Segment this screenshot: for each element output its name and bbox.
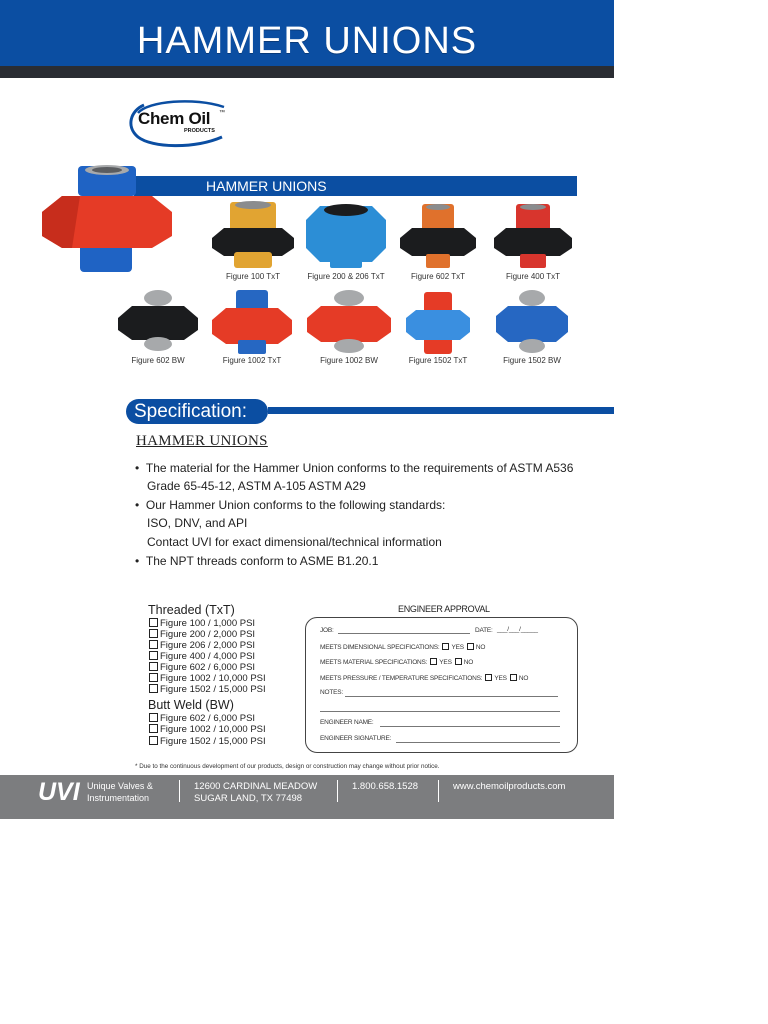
spec-bullet: • Our Hammer Union conforms to the following standards: bbox=[135, 498, 446, 512]
checkbox-no[interactable] bbox=[455, 658, 462, 665]
product-figure-400-txt bbox=[492, 202, 574, 272]
checkbox[interactable] bbox=[149, 651, 158, 660]
figure-label: Figure 200 & 206 TxT bbox=[307, 272, 385, 281]
footer-divider bbox=[179, 780, 180, 802]
checkbox[interactable] bbox=[149, 618, 158, 627]
checkbox-yes[interactable] bbox=[430, 658, 437, 665]
footer-divider bbox=[438, 780, 439, 802]
job-label: JOB: bbox=[320, 627, 334, 634]
engineer-name-label: ENGINEER NAME: bbox=[320, 719, 374, 726]
product-figure-1002-txt bbox=[210, 288, 294, 356]
checkbox[interactable] bbox=[149, 629, 158, 638]
checkbox[interactable] bbox=[149, 736, 158, 745]
pressure-spec-row: MEETS PRESSURE / TEMPERATURE SPECIFICATIONS: YES NO bbox=[320, 675, 529, 682]
product-section-title: HAMMER UNIONS bbox=[206, 178, 327, 194]
spec-bullet-continued: Grade 65-45-12, ASTM A-105 ASTM A29 bbox=[147, 479, 366, 493]
notes-label: NOTES: bbox=[320, 689, 343, 696]
butt-weld-title: Butt Weld (BW) bbox=[148, 698, 234, 712]
engineer-name-field[interactable] bbox=[380, 726, 560, 727]
checkbox-no[interactable] bbox=[510, 674, 517, 681]
figure-label: Figure 1502 BW bbox=[503, 356, 561, 365]
brand-line-1: Unique Valves & bbox=[87, 781, 153, 791]
butt-weld-item[interactable]: Figure 1002 / 10,000 PSI bbox=[149, 724, 266, 735]
specification-title: Specification: bbox=[134, 401, 248, 422]
butt-weld-item[interactable]: Figure 602 / 6,000 PSI bbox=[149, 713, 255, 724]
threaded-item[interactable]: Figure 400 / 4,000 PSI bbox=[149, 651, 255, 662]
engineer-signature-field[interactable] bbox=[396, 742, 560, 743]
product-figure-200-206-txt bbox=[302, 200, 390, 270]
product-section-bar bbox=[134, 176, 577, 196]
brand-line-2: Instrumentation bbox=[87, 793, 150, 803]
checkbox[interactable] bbox=[149, 724, 158, 733]
phone[interactable]: 1.800.658.1528 bbox=[352, 781, 419, 792]
chem-oil-logo bbox=[124, 97, 232, 149]
checkbox[interactable] bbox=[149, 713, 158, 722]
page-title: HAMMER UNIONS bbox=[136, 20, 478, 62]
specification-heading: HAMMER UNIONS bbox=[136, 433, 268, 449]
threaded-item[interactable]: Figure 1502 / 15,000 PSI bbox=[149, 684, 266, 695]
threaded-item[interactable]: Figure 602 / 6,000 PSI bbox=[149, 662, 255, 673]
spec-bullet-continued: ISO, DNV, and API bbox=[147, 516, 248, 530]
dimensional-spec-row: MEETS DIMENSIONAL SPECIFICATIONS: YES NO bbox=[320, 644, 486, 651]
checkbox[interactable] bbox=[149, 640, 158, 649]
banner-underline bbox=[0, 66, 614, 78]
approval-title: ENGINEER APPROVAL bbox=[398, 604, 490, 614]
figure-label: Figure 1502 TxT bbox=[408, 356, 468, 365]
footnote: * Due to the continuous development of our products, design or construction may change without prior notice. bbox=[135, 763, 440, 770]
date-label: DATE: bbox=[475, 627, 493, 634]
product-figure-100-txt bbox=[210, 200, 296, 270]
logo-sub: PRODUCTS bbox=[184, 128, 215, 134]
logo-brand: Chem Oil bbox=[138, 109, 211, 128]
uvi-logo: UVI bbox=[38, 778, 80, 806]
spec-bullet-continued: Contact UVI for exact dimensional/technical information bbox=[147, 535, 442, 549]
checkbox[interactable] bbox=[149, 662, 158, 671]
figure-label: Figure 1002 TxT bbox=[222, 356, 282, 365]
address-line-2: SUGAR LAND, TX 77498 bbox=[194, 793, 303, 804]
checkbox-yes[interactable] bbox=[442, 643, 449, 650]
product-figure-1502-bw bbox=[494, 288, 570, 356]
date-field[interactable]: ___/___/_____ bbox=[497, 626, 538, 633]
notes-field[interactable] bbox=[345, 696, 558, 697]
threaded-item[interactable]: Figure 206 / 2,000 PSI bbox=[149, 640, 255, 651]
material-spec-row: MEETS MATERIAL SPECIFICATIONS: YES NO bbox=[320, 659, 474, 666]
job-field[interactable] bbox=[338, 633, 470, 634]
threaded-item[interactable]: Figure 100 / 1,000 PSI bbox=[149, 618, 255, 629]
footer-divider bbox=[337, 780, 338, 802]
product-figure-1502-txt bbox=[404, 290, 472, 356]
spec-bullet: • The NPT threads conform to ASME B1.20.1 bbox=[135, 554, 379, 568]
threaded-title: Threaded (TxT) bbox=[148, 603, 235, 617]
checkbox[interactable] bbox=[149, 673, 158, 682]
threaded-item[interactable]: Figure 1002 / 10,000 PSI bbox=[149, 673, 266, 684]
checkbox-no[interactable] bbox=[467, 643, 474, 650]
logo-tm: ™ bbox=[219, 110, 225, 116]
engineer-signature-label: ENGINEER SIGNATURE: bbox=[320, 735, 392, 742]
address-line-1: 12600 CARDINAL MEADOW bbox=[194, 781, 318, 792]
threaded-item[interactable]: Figure 200 / 2,000 PSI bbox=[149, 629, 255, 640]
specification-rule bbox=[268, 407, 614, 414]
figure-label: Figure 400 TxT bbox=[505, 272, 561, 281]
figure-label: Figure 1002 BW bbox=[320, 356, 378, 365]
butt-weld-item[interactable]: Figure 1502 / 15,000 PSI bbox=[149, 736, 266, 747]
website-link[interactable]: www.chemoilproducts.com bbox=[453, 781, 566, 792]
product-figure-602-bw bbox=[116, 288, 200, 354]
figure-label: Figure 602 TxT bbox=[410, 272, 466, 281]
product-figure-602-txt bbox=[398, 202, 478, 272]
approval-form bbox=[305, 617, 578, 753]
notes-field-line[interactable] bbox=[320, 711, 560, 712]
figure-label: Figure 100 TxT bbox=[225, 272, 281, 281]
figure-label: Figure 602 BW bbox=[131, 356, 185, 365]
spec-bullet: • The material for the Hammer Union conforms to the requirements of ASTM A536 bbox=[135, 461, 574, 475]
hero-hammer-union-image bbox=[40, 164, 175, 279]
checkbox-yes[interactable] bbox=[485, 674, 492, 681]
product-figure-1002-bw bbox=[305, 288, 393, 356]
checkbox[interactable] bbox=[149, 684, 158, 693]
